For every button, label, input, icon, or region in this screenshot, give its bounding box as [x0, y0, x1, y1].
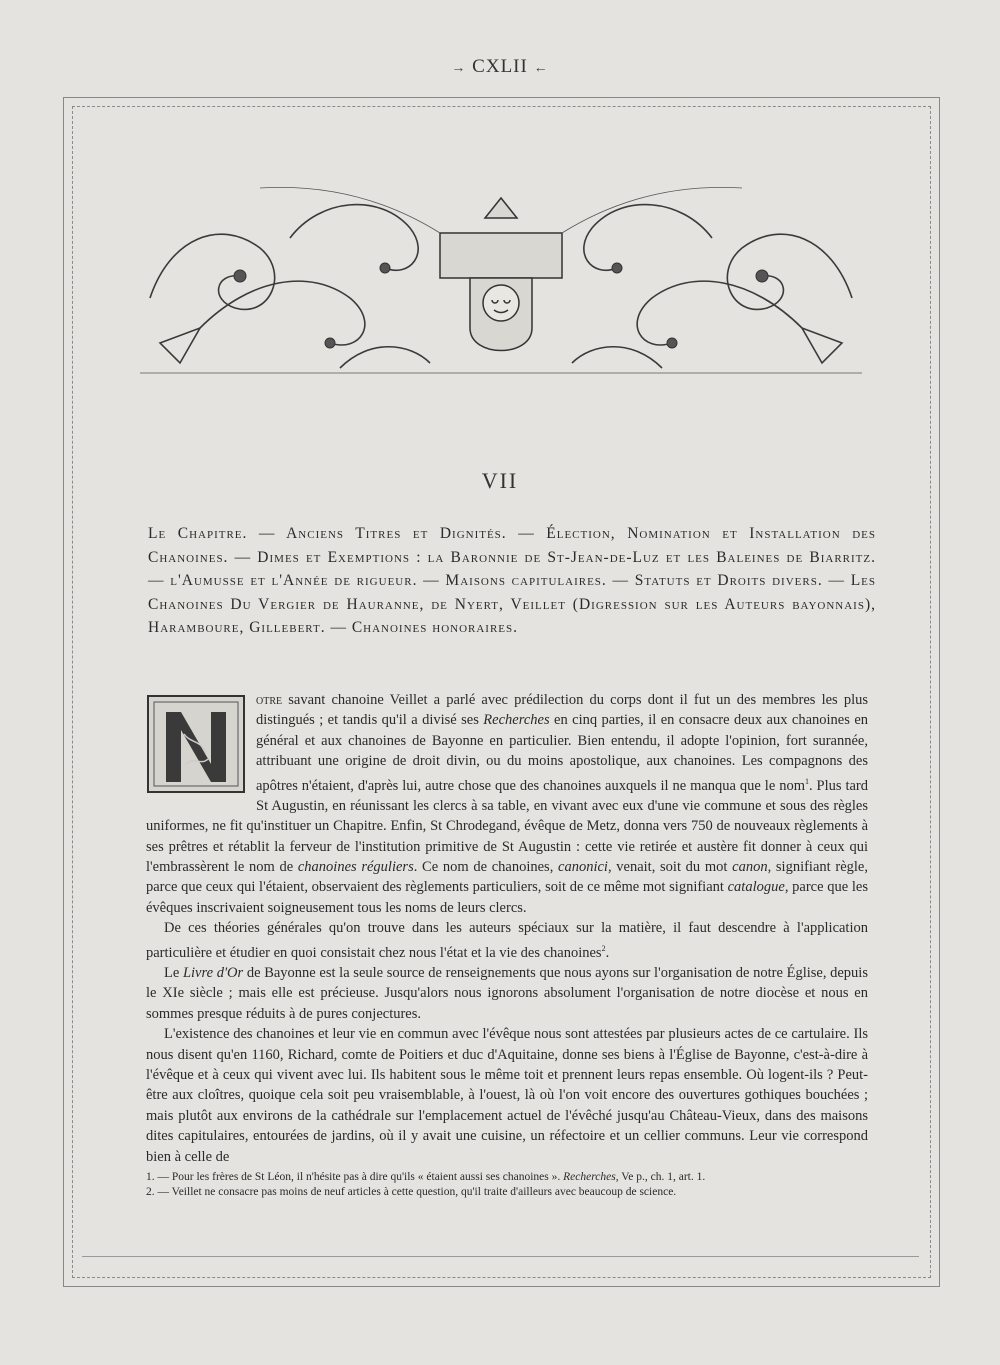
text-span: . Plus tard St Augustin, en réunissant les clercs à sa table, en vivant avec eux d'une vie commune et sous des règles uniformes, ne fit qu'instituer un Chapitre. Enfin, St Chrodegand, évêque de Metz, donna vers 750 de nouveaux règlements à ses prêtres et rétablit la ferveur de l'institution primitive de St Augustin : cette vie retirée et austère fit donner à ceux qui l'embrassèrent le nom de	[146, 777, 869, 876]
footnotes	[146, 1170, 868, 1200]
text-span: , parce que les évêques inscrivaient soigneusement tous les noms de leurs clercs.	[146, 879, 868, 916]
ornament-left-icon: →	[451, 61, 467, 76]
italic-span: Recherches	[563, 1171, 616, 1183]
dropcap-n-icon	[146, 694, 246, 794]
text-span: , Ve p., ch. 1, art. 1.	[615, 1171, 706, 1183]
text-span: savant chanoine Veillet a parlé avec prédilection du corps dont il fut un des membres les plus distingués ; et tandis qu'il a divisé ses	[256, 692, 868, 729]
text-span: de Bayonne est la seule source de renseignements que nous ayons sur l'organisation de notre Église, depuis le XIe siècle ; mais elle est précieuse. Jusqu'alors nous ignorons absolument l'organisation de notre diocèse et nous en sommes presque réduits à de pures conjectures.	[146, 964, 868, 1022]
text-span: , signifiant règle, parce que ceux qui l'étaient, observaient des règlements particuliers, soit de ce même mot signifiant	[146, 859, 868, 896]
italic-span: Recherches	[483, 712, 550, 729]
bottom-rule	[82, 1256, 919, 1257]
ornament-right-icon: ←	[533, 61, 549, 76]
footnote-1	[146, 1170, 868, 1185]
footnote-2: 2. — Veillet ne consacre pas moins de neuf articles à cette question, qu'il traite d'ailleurs avec beaucoup de science.	[146, 1186, 677, 1198]
text-span: en cinq parties, il en consacre deux aux chanoines en général et aux chanoines de Bayonne en particulier. Bien entendu, il adopte l'opinion, fort surannée, attribuant une origine de droit divin, ou du moins apostolique, aux chanoines. Les compagnons des apôtres n'étaient, d'après lui, autre chose que des chanoines auxquels il ne manqua que le nom	[256, 712, 868, 794]
text-span: , venait, soit du mot	[607, 859, 733, 876]
italic-span: catalogue	[727, 879, 785, 896]
headpiece-ornament	[140, 178, 862, 383]
paragraph-3	[146, 963, 868, 1024]
footnote-ref: 1	[804, 776, 809, 786]
text-span: . Ce nom de chanoines,	[413, 859, 559, 876]
italic-span: canon	[732, 859, 768, 876]
text-span: Le	[164, 964, 183, 981]
italic-span: canonici	[558, 859, 608, 876]
paragraph-1	[146, 690, 868, 918]
italic-span: Livre d'Or	[182, 964, 244, 981]
lead-word: otre	[256, 692, 283, 708]
body-text	[146, 690, 868, 1167]
page-header	[0, 56, 1000, 78]
page-number: CXLII	[472, 56, 528, 77]
text-span: .	[605, 944, 610, 961]
text-span: De ces théories générales qu'on trouve dans les auteurs spéciaux sur la matière, il faut descendre à l'application particulière et étudier en quoi consistait chez nous l'état et la vie des chanoines	[146, 920, 868, 961]
chapter-summary: Le Chapitre. — Anciens Titres et Dignités. — Élection, Nomination et Installation des Chanoines. — Dimes et Exemptions : la Baronnie de St-Jean-de-Luz et les Baleines de Biarritz. — l'Aumusse et l'Année de rigueur. — Maisons capitulaires. — Statuts et Droits divers. — Les Chanoines Du Vergier de Hauranne, de Nyert, Veillet (Digression sur les Auteurs bayonnais), Haramboure, Gillebert. — Chanoines honoraires.	[148, 525, 876, 636]
italic-span: chanoines réguliers	[297, 859, 414, 876]
footnote-ref: 2	[601, 943, 606, 953]
chapter-numeral: VII	[481, 468, 519, 493]
paragraph-2	[146, 918, 868, 963]
text-span: 1. — Pour les frères de St Léon, il n'hésite pas à dire qu'ils « étaient aussi ses chanoines ».	[146, 1171, 564, 1183]
paragraph-4: L'existence des chanoines et leur vie en commun avec l'évêque nous sont attestées par plusieurs actes de ce cartulaire. Ils nous disent qu'en 1160, Richard, comte de Poitiers et duc d'Aquitaine, donne ses biens à l'Église de Bayonne, c'est-à-dire à l'évêque et à ceux qui vivent avec lui. Ils habitent sous le même toit et prennent leurs repas ensemble. Où logent-ils ? Peut-être aux cloîtres, quoique cela soit peu vraisemblable, à l'ouest, là où l'on voit encore des ouvertures gothiques bouchées ; mais plutôt aux environs de la cathédrale sur l'emplacement actuel de l'évêché jusqu'au Château-Vieux, dans des maisons dites capitulaires, entourées de jardins, où il y avait une cuisine, un réfectoire et un cellier communs. Leur vie correspond bien à celle de	[146, 1026, 868, 1165]
